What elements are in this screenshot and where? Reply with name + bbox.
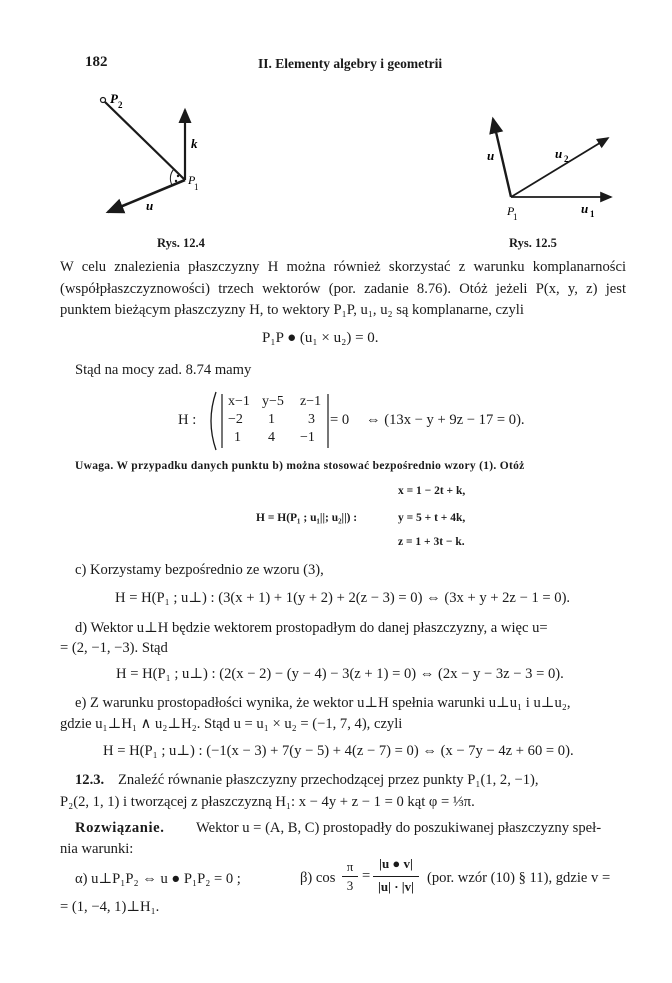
part-e-formula: H = H(P₁ ; u⊥) : (−1(x − 3) + 7(y − 5) + 4(z − 7) = 0) ⇔ (x − 7y − 4z + 60 = 0). [103, 743, 574, 759]
vector-u [493, 119, 511, 197]
svg-text:2: 2 [118, 100, 123, 110]
condition-beta-prefix: β) cos [300, 870, 336, 886]
part-d-formula: H = H(P₁ ; u⊥) : (2(x − 2) − (y − 4) − 3(z + 1) = 0) ⇔ (2x − y − 3z − 3 = 0). [116, 666, 564, 682]
det-cell: y−5 [262, 394, 284, 409]
beta-reference: (por. wzór (10) § 11), gdzie v = [427, 870, 611, 886]
point-p2 [101, 98, 106, 103]
label-u: u [487, 148, 495, 163]
hence-text: Stąd na mocy zad. 8.74 mamy [75, 362, 252, 378]
det-cell: z−1 [300, 394, 322, 409]
page-number: 182 [85, 54, 108, 70]
det-cell: 4 [268, 430, 275, 445]
right-angle-arc [170, 169, 174, 185]
beta-den: |u| · |v| [377, 879, 415, 894]
solution-label: Rozwiązanie. [75, 820, 165, 836]
exercise-number: 12.3. [75, 772, 105, 788]
beta-frac-num: π [346, 859, 354, 874]
svg-text:1: 1 [513, 212, 518, 222]
solution-line1: Wektor u = (A, B, C) prostopadły do poszukiwanej płaszczyzny speł- [196, 820, 602, 836]
beta-equals: = [362, 868, 371, 884]
caption-fig-12-5: Rys. 12.5 [509, 236, 557, 250]
figure-12-5 [475, 105, 625, 225]
det-cell: 1 [234, 430, 241, 445]
label-k: k [191, 136, 198, 151]
det-cell: 1 [268, 412, 275, 427]
remark: Uwaga. W przypadku danych punktu b) można stosować bezpośrednio wzory (1). Otóż [75, 460, 525, 472]
label-p2: P [110, 91, 118, 106]
figure-12-4 [90, 88, 230, 223]
det-label: H : [178, 412, 197, 428]
part-c-text: c) Korzystamy bezpośrednio ze wzoru (3), [75, 562, 324, 578]
caption-fig-12-4: Rys. 12.4 [157, 236, 205, 250]
svg-text:1: 1 [590, 209, 595, 219]
final-line: = (1, −4, 1)⊥H₁. [60, 899, 160, 915]
label-p1: P [507, 204, 515, 218]
beta-frac-den: 3 [346, 878, 354, 893]
beta-frac-bar [342, 876, 358, 877]
param-line-z: z = 1 + 3t − k. [398, 536, 465, 548]
part-d-line2: = (2, −1, −3). Stąd [60, 640, 168, 656]
label-u1: u [581, 201, 589, 216]
svg-text:1: 1 [194, 182, 199, 192]
vector-p1p2 [105, 102, 185, 180]
part-e-line1: e) Z warunku prostopadłości wynika, że wektor u⊥H spełnia warunki u⊥u₁ i u⊥u₂, [75, 695, 571, 711]
param-line-x: x = 1 − 2t + k, [398, 485, 466, 497]
det-cell: 3 [308, 412, 315, 427]
solution-line2: nia warunki: [60, 841, 134, 857]
condition-alpha: α) u⊥P₁P₂ ⇔ u ● P₁P₂ = 0 ; [75, 871, 241, 887]
det-cell: −2 [228, 412, 243, 427]
part-d-line1: d) Wektor u⊥H będzie wektorem prostopadłym do danej płaszczyzny, a więc u= [75, 620, 548, 636]
exercise-line1: Znaleźć równanie płaszczyzny przechodzącej przez punkty P₁(1, 2, −1), [118, 772, 539, 788]
exercise-line2: P₂(2, 1, 1) i tworzącej z płaszczyzną H₁: x − 4y + z − 1 = 0 kąt φ = ⅓π. [60, 794, 475, 810]
label-u2: u [555, 146, 563, 161]
label-u: u [146, 198, 154, 213]
svg-text:2: 2 [564, 154, 569, 164]
det-equals: = 0 [330, 412, 350, 428]
param-label: H = H(P₁ ; u₁||; u₂||) : [256, 512, 358, 524]
label-p1: P [188, 173, 196, 187]
beta-bar [373, 876, 419, 877]
intro-paragraph: W celu znalezienia płaszczyzny H można również skorzystać z warunku komplanarności (współpłaszczyznowości) trzech wektorów (por. zadanie 8.76). Otóż jeżeli P(x, y, z) jest punktem bieżącym płaszczyzny H, to wektory P₁P, u₁, u₂ są komplanarne, czyli [60, 259, 626, 318]
determinant-equation [178, 392, 558, 450]
part-e-line2: gdzie u₁⊥H₁ ∧ u₂⊥H₂. Stąd u = u₁ × u₂ = (−1, 7, 4), czyli [60, 716, 403, 732]
running-title: II. Elementy algebry i geometrii [258, 56, 443, 71]
det-cell: −1 [300, 430, 315, 445]
param-line-y: y = 5 + t + 4k, [398, 512, 466, 524]
det-result: ⇔ (13x − y + 9z − 17 = 0). [366, 412, 525, 428]
det-cell: x−1 [228, 394, 250, 409]
part-c-formula: H = H(P₁ ; u⊥) : (3(x + 1) + 1(y + 2) + 2(z − 3) = 0) ⇔ (3x + y + 2z − 1 = 0). [115, 590, 571, 606]
formula-coplanar: P₁P ● (u₁ × u₂) = 0. [262, 330, 379, 346]
beta-num: |u ● v| [379, 856, 413, 871]
